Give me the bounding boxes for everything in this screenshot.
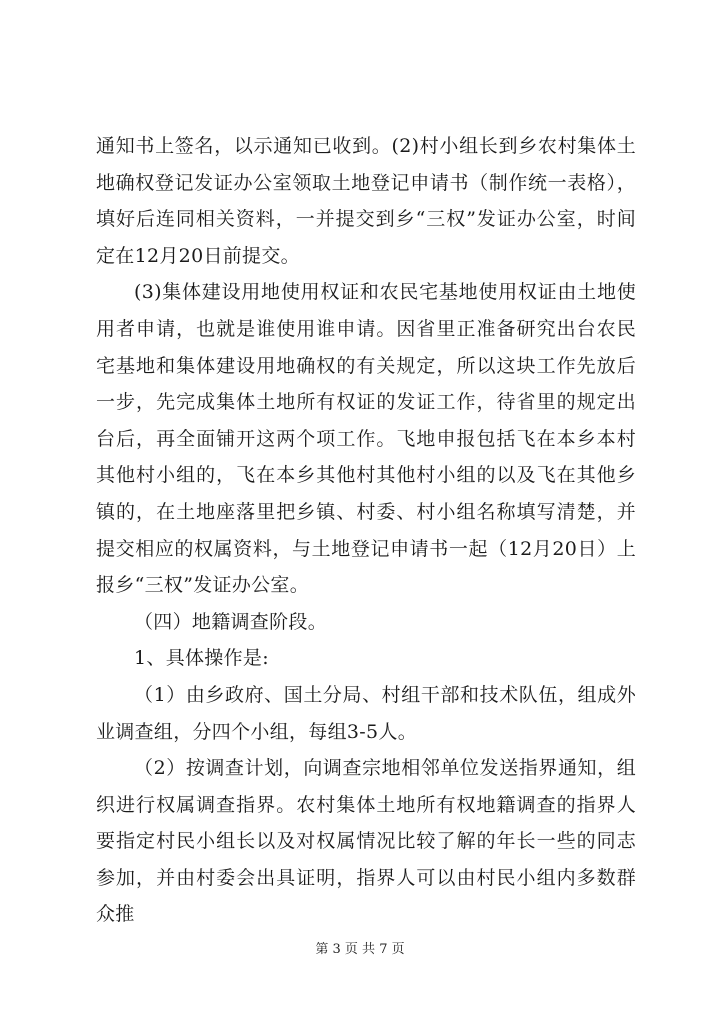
paragraph-step-1: （1）由乡政府、国土分局、村组干部和技术队伍，组成外业调查组，分四个小组，每组3-5人。: [96, 683, 636, 743]
paragraph-continuation: 通知书上签名，以示通知已收到。(2)村小组长到乡农村集体土地确权登记发证办公室领取土地登记申请书（制作统一表格），填好后连同相关资料，一并提交到乡“三权”发证办公室，时间定在12月20日前提交。: [96, 135, 636, 267]
paragraph-item-3: (3)集体建设用地使用权证和农民宅基地使用权证由土地使用者申请，也就是谁使用谁申请。因省里正准备研究出台农民宅基地和集体建设用地确权的有关规定，所以这块工作先放后一步，先完成集体土地所有权证的发证工作，待省里的规定出台后，再全面铺开这两个项工作。飞地申报包括飞在本乡本村其他村小组的，飞在本乡其他村其他村小组的以及飞在其他乡镇的，在土地座落里把乡镇、村委、村小组名称填写清楚，并提交相应的权属资料，与土地登记申请书一起（12月20日）上报乡“三权”发证办公室。: [96, 281, 636, 597]
section-heading-cadastral-survey: （四）地籍调查阶段。: [134, 610, 328, 633]
subheading-operations: 1、具体操作是:: [134, 647, 269, 670]
paragraph-step-2: （2）按调查计划，向调查宗地相邻单位发送指界通知，组织进行权属调查指界。农村集体土地所有权地籍调查的指界人要指定村民小组长以及对权属情况比较了解的年长一些的同志参加，并由村委会出具证明，指界人可以由村民小组内多数群众推: [96, 757, 636, 926]
document-body: [96, 128, 636, 933]
page-number-footer: 第 3 页 共 7 页: [315, 942, 405, 957]
